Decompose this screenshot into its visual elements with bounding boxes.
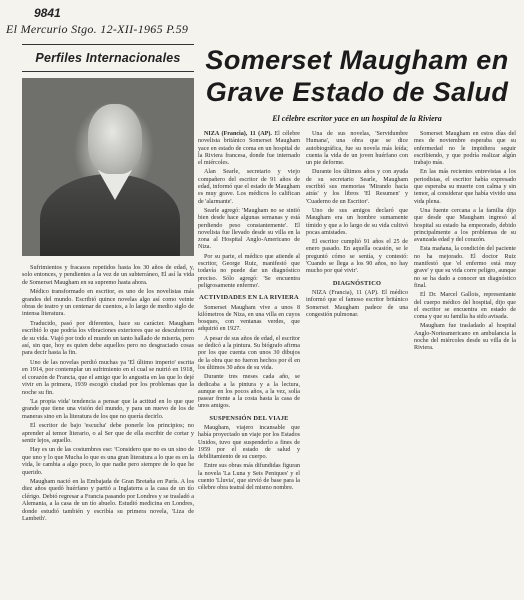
paragraph: Sufrimientos y fracasos repetidos hasta los 30 años de edad, y, solo entonces, y pendientes a la vez de un subterráneo, El así la vida de Somerset Maugham en su supremo hasta ahora.: [22, 264, 194, 286]
article-columns: [198, 131, 516, 495]
portrait-photo: [22, 78, 194, 256]
paragraph: Maugham fue trasladado al hospital Anglo-Norteamericano en ambulancia la noche del miércoles desde su villa de la Riviera.: [414, 323, 516, 352]
paragraph: Una de sus novelas, 'Servidumbre Humana', una obra que se dice autobiográfica, fue su novela más leída; cuenta la vida de un joven huérfano con un pie deforme.: [306, 131, 408, 167]
headline-line-1: Somerset Maugham en: [205, 45, 509, 75]
paragraph: 'La propia vida' tendencia a pensar que la actitud en lo que que grande que tiene una visión del mundo, y para un nuevo de los de maneras sino en la literatura de los que no quería decirlo.: [22, 397, 194, 420]
headline: [198, 44, 516, 108]
paragraph: Searle agregó: 'Maugham no se sintió bien desde hace algunas semanas y está perdiendo peso constantemente'. El novelista fue llevado desde su villa en la zona al Hospital Anglo-Americano de Niza.: [198, 207, 300, 251]
paragraph: Entre sus obras más difundidas figuran la novela 'La Luna y Seis Peniques' y el cuento 'Lluvia', que sirvió de base para la célebre obra teatral del mismo nombre.: [198, 463, 300, 492]
paragraph: El escritor de bajo 'escucha' debe ponerle los principios; no aprender al temor literario, o al Ser que de ella escribir de cortar y sentir lejos, aquello.: [22, 422, 194, 444]
paragraph: Alan Searle, secretario y viejo compañero del escritor de 91 años de edad, informó que el estado de Maugham es muy grave. Los médicos lo califican de 'alarmante'.: [198, 169, 300, 205]
paragraph: Una fuente cercana a la familia dijo que desde que Maugham ingresó al hospital su estado ha empeorado, debido principalmente a los problemas de su avanzada edad y del corazón.: [414, 207, 516, 244]
archive-code: 9841: [34, 6, 61, 20]
paragraph: Uno de las novelas perdió muchas ya 'El último imperio' escrita en 1914, por contemplar un sufrimiento en el cual se nutrió en 1918, el corazón de Francia, que el amigo que lo angustia en las que lo dejé vivir en la primera, 1939 escogió ciudad por los problemas que la noche su fin.: [22, 358, 194, 396]
section-header: [22, 44, 194, 72]
left-column: [22, 44, 194, 592]
dateline: NIZA (Francia), 11 (AP).: [204, 131, 272, 137]
paragraph: En las más recientes entrevistas a los periodistas, el escritor había expresado que esperaba su muerte con calma y sin temor, al considerar que había vivido una vida plena.: [414, 169, 516, 205]
paragraph: Uno de sus amigos declaró que Maugham era un hombre sumamente tímido y que a lo largo de su vida cultivó pocas amistades.: [306, 207, 408, 236]
paragraph: Esta mañana, la condición del paciente no ha mejorado. El doctor Ruiz manifestó que 'el enfermo está muy grave' y que su vida corre peligro, aunque no se ha dado a conocer un diagnóstico final.: [414, 246, 516, 289]
paragraph: El escritor cumplió 91 años el 25 de enero pasado. En aquella ocasión, se le preguntó cómo se sentía, y contestó: 'Cuando se llega a los 90 años, no hay mucho por qué vivir'.: [306, 239, 408, 275]
paragraph: NIZA (Francia), 11 (AP). El médico informó que el famoso escritor británico Somerset Maugham padece de una congestión pulmonar.: [306, 289, 408, 318]
article-column-3: [414, 131, 516, 495]
paragraph: Médico transformado en escritor, es uno de los novelistas más grandes del mundo. Escribió quince novelas algo así como veinte obras de teatro y un centenar de cuentos, a lo largo de medio siglo de intensa literatura.: [22, 288, 194, 318]
paragraph: Maugham, viajero incansable que había proyectado un viaje por los Estados Unidos, tuvo que suspenderlo a fines de 1959 por el estado de salud y debilitamiento de su cuerpo.: [198, 424, 300, 461]
masthead-note: El Mercurio Stgo. 12-XII-1965 P.59: [6, 22, 189, 36]
paragraph: Hay es un de las costumbres ese: 'Considero que no es un sino de que uno y lo que Mucha lo que es una gran literatura a lo que es en la vida, le cambia a algo poco, lo que nadie pero siempre de lo que he querido.: [22, 446, 194, 476]
profile-text: [22, 264, 194, 522]
paragraph: [198, 131, 300, 167]
headline-line-2: Grave Estado de Salud: [205, 77, 509, 107]
article-column-2: [306, 131, 408, 495]
paragraph: Maugham nació en la Embajada de Gran Bretaña en París. A los diez años quedó huérfano y partió a Inglaterra a la casa de un tío clérigo. Debió regresar a Francia pasando por Londres y se trasladó a Alemania, a la casa de un tío abuelo. Estudió medicina en Londres, donde estudió también y escribía su primera novela, 'Liza de Lambeth'.: [22, 477, 194, 522]
portrait-face: [88, 104, 142, 174]
article-column-1: [198, 131, 300, 495]
section-title: Perfiles Internacionales: [35, 51, 181, 65]
subheading: DIAGNÓSTICO: [332, 279, 382, 287]
subheadline: El célebre escritor yace en un hospital de la Riviera: [272, 114, 442, 123]
paragraph: Durante los últimos años y con ayuda de su secretario Searle, Maugham escribió sus memorias 'Mirando hacia atrás' y los libros 'El Resumen' y 'Cuaderno de un Escritor'.: [306, 169, 408, 205]
paragraph: Somerset Maugham en estos días del mes de noviembre esperaba que su enfermedad no le impidiera seguir escribiendo, y que podría realizar algún trabajo más.: [414, 131, 516, 167]
subheading: ACTIVIDADES EN LA RIVIERA: [199, 294, 299, 302]
paragraph: Traducido, pasó por diferentes, hace su carácter. Maugham escribió lo que podría los vibraciones exteriores que se descubrieron de su vida. Viajó por todo el mundo un tanto hallado de miseria, pero así, sin que, hoy es quien debe aquellos pero no desgraciado cosas para decir hasta la fin.: [22, 319, 194, 357]
subheading: SUSPENSIÓN DEL VIAJE: [209, 414, 289, 422]
paragraph: Por su parte, el médico que atiende al escritor, George Ruiz, manifestó que todavía no puede dar un diagnóstico preciso. Sólo agregó: 'Se encuentra peligrosamente enfermo'.: [198, 253, 300, 289]
main-article: [198, 44, 516, 592]
paragraph: El Dr. Marcel Gallois, representante del cuerpo médico del hospital, dijo que el escritor se encuentra en estado de coma y que su familia ha sido avisada.: [414, 292, 516, 321]
paragraph: A pesar de sus años de edad, el escritor se dedicó a la pintura. Su biógrafo afirma por los que cuenta con unos 30 dibujos de la obra que no fueron hechos por él en los últimos 30 años de su vida.: [198, 335, 300, 371]
paragraph: Durante tres meses cada año, se dedicaba a la pintura y a la lectura, aunque en los pocos años, a la vez, solía pasear frente a la costa hasta la casa de unos amigos.: [198, 374, 300, 410]
paragraph: Somerset Maugham vive a unos 8 kilómetros de Niza, en una villa en cuyos bosques, con ventanas verdes, que adquirió en 1927.: [198, 304, 300, 333]
paragraph-text: El célebre novelista británico Somerset Maugham yace en estado de coma en un hospital de la Riviera francesa, donde fue internado el miércoles.: [198, 131, 300, 167]
